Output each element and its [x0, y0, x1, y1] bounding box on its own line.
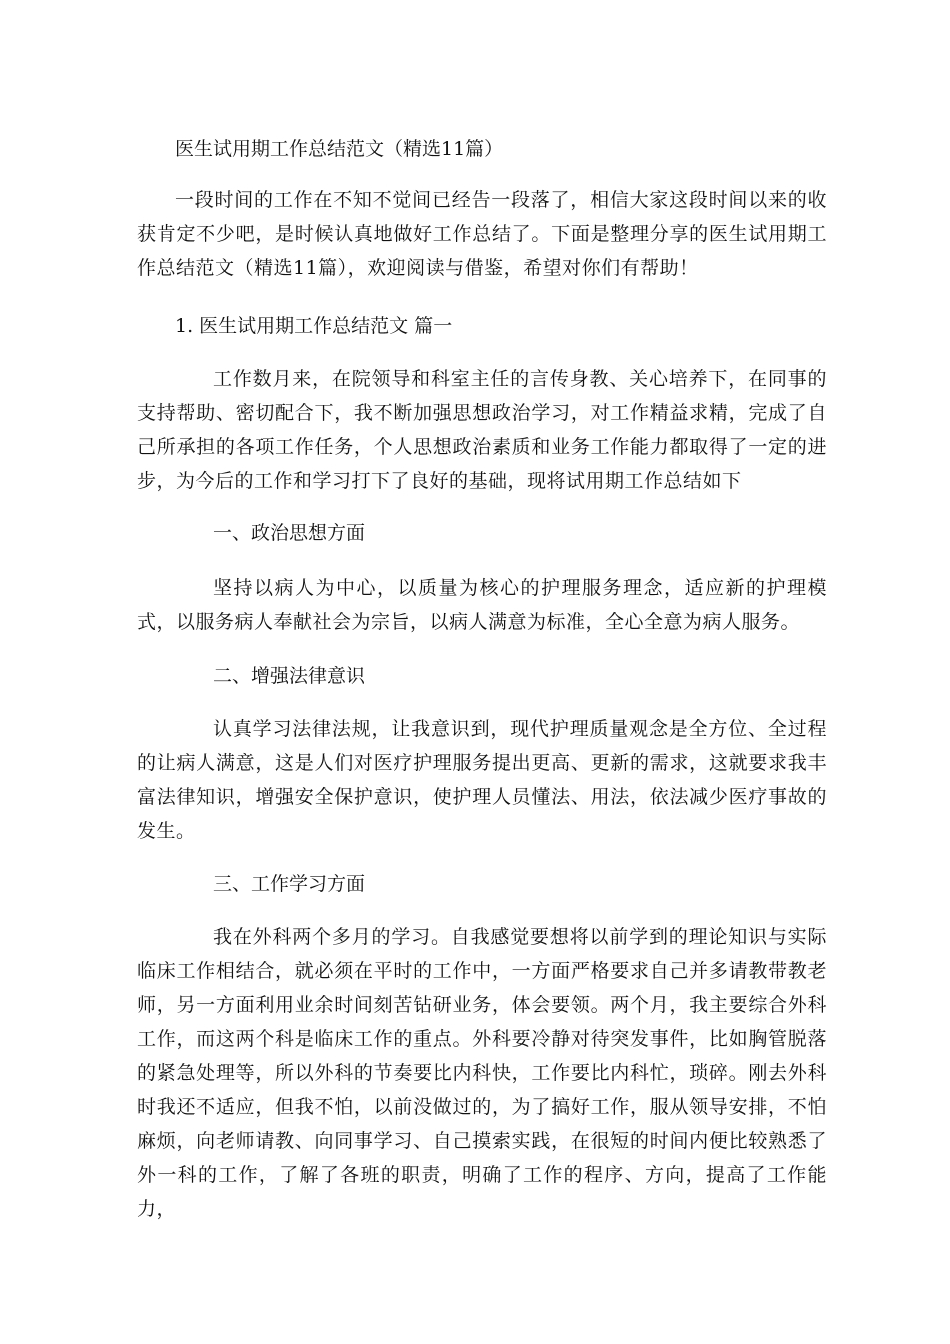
subheading-politics: 一、政治思想方面	[213, 522, 366, 544]
paragraph-work-study-text: 我在外科两个多月的学习。自我感觉要想将以前学到的理论知识与实际临床工作相结合，就必须在平时的工作中，一方面严格要求自己并多请教带教老师，另一方面利用业余时间刻苦钻研业务，体会要领。两个月，我主要综合外科工作，而这两个科是临床工作的重点。外科要冷静对待突发事件，比如胸管脱落的紧急处理等，所以外科的节奏要比内科快，工作要比内科忙，琐碎。刚去外科时我还不适应，但我不怕，以前没做过的，为了搞好工作，服从领导安排，不怕麻烦，向老师请教、向同事学习、自己摸索实践，在很短的时间内便比较熟悉了外一科的工作，了解了各班的职责，明确了工作的程序、方向，提高了工作能力，	[137, 926, 827, 1220]
intro-text: 一段时间的工作在不知不觉间已经告一段落了，相信大家这段时间以来的收获肯定不少吧，是时候认真地做好工作总结了。下面是整理分享的医生试用期工作总结范文（精选11篇），欢迎阅读与借鉴，希望对你们有帮助！	[137, 189, 827, 279]
paragraph-work-study	[137, 920, 827, 1226]
paragraph-law-text: 认真学习法律法规，让我意识到，现代护理质量观念是全方位、全过程的让病人满意，这是人们对医疗护理服务提出更高、更新的需求，这就要求我丰富法律知识，增强安全保护意识，使护理人员懂法、用法，依法减少医疗事故的发生。	[137, 718, 827, 842]
subheading-law: 二、增强法律意识	[213, 665, 366, 687]
paragraph-law	[137, 712, 827, 848]
subheading-work-study: 三、工作学习方面	[213, 873, 366, 895]
paragraph-politics-text: 坚持以病人为中心，以质量为核心的护理服务理念，适应新的护理模式，以服务病人奉献社会为宗旨，以病人满意为标准，全心全意为病人服务。	[137, 577, 827, 633]
paragraph-work-summary	[137, 362, 827, 498]
intro-paragraph	[137, 183, 827, 285]
paragraph-work-summary-text: 工作数月来，在院领导和科室主任的言传身教、关心培养下，在同事的支持帮助、密切配合下，我不断加强思想政治学习，对工作精益求精，完成了自己所承担的各项工作任务，个人思想政治素质和业务工作能力都取得了一定的进步，为今后的工作和学习打下了良好的基础，现将试用期工作总结如下	[137, 368, 827, 492]
document-title: 医生试用期工作总结范文（精选11篇）	[175, 138, 504, 160]
section-heading-1: 1. 医生试用期工作总结范文 篇一	[175, 315, 453, 337]
paragraph-politics	[137, 571, 827, 639]
